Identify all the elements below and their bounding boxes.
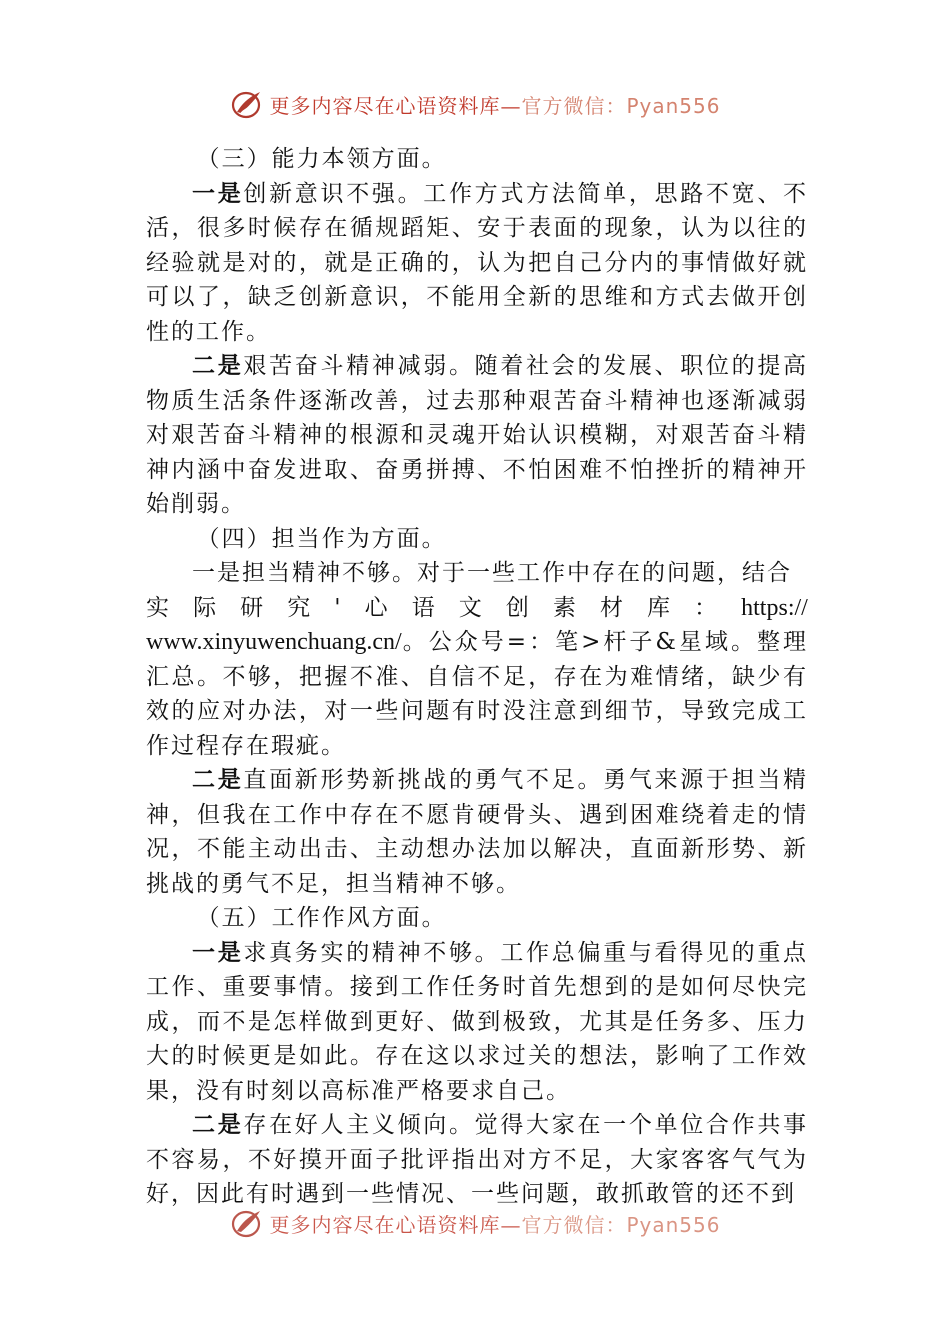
footer-watermark bbox=[0, 1203, 950, 1243]
spread-char: 材 bbox=[599, 594, 623, 621]
footer-watermark-title: 更多内容尽在心语资料库 bbox=[269, 1212, 501, 1237]
spread-char: 库 bbox=[647, 594, 671, 621]
footer-watermark-text bbox=[269, 1209, 720, 1238]
paragraph-2-text: 艰苦奋斗精神减弱。随着社会的发展、职位的提高物质生活条件逐渐改善，过去那种艰苦奋斗精神也逐渐减弱对艰苦奋斗精神的根源和灵魂开始认识模糊，对艰苦奋斗精神内涵中奋发进取、奋勇拼搏、不怕困难不怕挫折的精神开始削弱。 bbox=[146, 353, 808, 517]
paragraph-4-lead: 二是 bbox=[192, 766, 244, 793]
section-heading-5: （五）工作作风方面。 bbox=[196, 905, 447, 931]
brush-leaf-logo-icon bbox=[229, 86, 265, 122]
spread-char: 实 bbox=[146, 594, 169, 621]
spread-char: 素 bbox=[552, 594, 576, 621]
spread-char: 语 bbox=[411, 594, 435, 621]
watermark-separator: — bbox=[500, 93, 522, 118]
document-body bbox=[146, 142, 808, 1210]
paragraph-5-text: 求真务实的精神不够。工作总偏重与看得见的重点工作、重要事情。接到工作任务时首先想到的是如何尽快完成，而不是怎样做到更好、做到极致，尤其是任务多、压力大的时候更是如此。存在这以求过关的想法，影响了工作效果，没有时刻以高标准严格要求自己。 bbox=[146, 939, 808, 1104]
url-prefix: https:// bbox=[741, 594, 808, 621]
watermark-title: 更多内容尽在心语资料库 bbox=[269, 93, 501, 118]
spread-char: 心 bbox=[364, 594, 388, 621]
spread-char: 际 bbox=[193, 594, 217, 621]
paragraph-6-text: 存在好人主义倾向。觉得大家在一个单位合作共事不容易，不好摸开面子批评指出对方不足，大家客客气气为好，因此有时遇到一些情况、一些问题，敢抓敢管的还不到 bbox=[146, 1112, 808, 1207]
paragraph-4 bbox=[146, 763, 808, 901]
header-watermark bbox=[0, 84, 950, 124]
spread-char: ： bbox=[694, 594, 718, 621]
paragraph-2 bbox=[146, 349, 808, 522]
paragraph-6-lead: 二是 bbox=[192, 1111, 244, 1138]
spread-char: 究 bbox=[287, 594, 311, 621]
paragraph-3 bbox=[146, 556, 808, 763]
paragraph-3-line-1: 一是担当精神不够。对于一些工作中存在的问题，结合 bbox=[192, 560, 792, 586]
paragraph-5 bbox=[146, 936, 808, 1109]
footer-watermark-wechat: 官方微信：Pyan556 bbox=[521, 1212, 721, 1237]
spread-char: 创 bbox=[505, 594, 529, 621]
brush-leaf-logo-icon bbox=[229, 1205, 265, 1241]
paragraph-3-rest: 。公众号=：笔>杆子&星域。整理汇总。不够，把握不准、自信不足，存在为难情绪，缺少有效的应对办法，对一些问题有时没注意到细节，导致完成工作过程存在瑕疵。 bbox=[146, 629, 808, 759]
footer-watermark-separator: — bbox=[500, 1212, 522, 1237]
paragraph-3-continued bbox=[146, 625, 808, 763]
paragraph-6 bbox=[146, 1108, 808, 1210]
spread-char: 研 bbox=[240, 594, 264, 621]
watermark-text bbox=[269, 90, 720, 119]
url-text: www.xinyuwenchuang.cn/ bbox=[146, 629, 402, 655]
paragraph-5-lead: 一是 bbox=[192, 938, 244, 966]
spread-char: ' bbox=[334, 594, 341, 621]
paragraph-2-lead: 二是 bbox=[192, 352, 244, 379]
paragraph-3-spread-line bbox=[146, 591, 808, 626]
spread-char: 文 bbox=[458, 594, 482, 621]
paragraph-1-text: 创新意识不强。工作方式方法简单，思路不宽、不活，很多时候存在循规蹈矩、安于表面的现象，认为以往的经验就是对的，就是正确的，认为把自己分内的事情做好就可以了，缺乏创新意识，不能用全新的思维和方式去做开创性的工作。 bbox=[146, 180, 808, 345]
section-heading-4: （四）担当作为方面。 bbox=[196, 525, 447, 552]
paragraph-1 bbox=[146, 177, 808, 350]
watermark-wechat: 官方微信：Pyan556 bbox=[521, 93, 721, 118]
paragraph-1-lead: 一是 bbox=[192, 179, 244, 207]
paragraph-4-text: 直面新形势新挑战的勇气不足。勇气来源于担当精神，但我在工作中存在不愿肯硬骨头、遇到困难绕着走的情况，不能主动出击、主动想办法加以解决，直面新形势、新挑战的勇气不足，担当精神不够。 bbox=[146, 767, 808, 897]
section-heading-3: （三）能力本领方面。 bbox=[196, 146, 447, 172]
